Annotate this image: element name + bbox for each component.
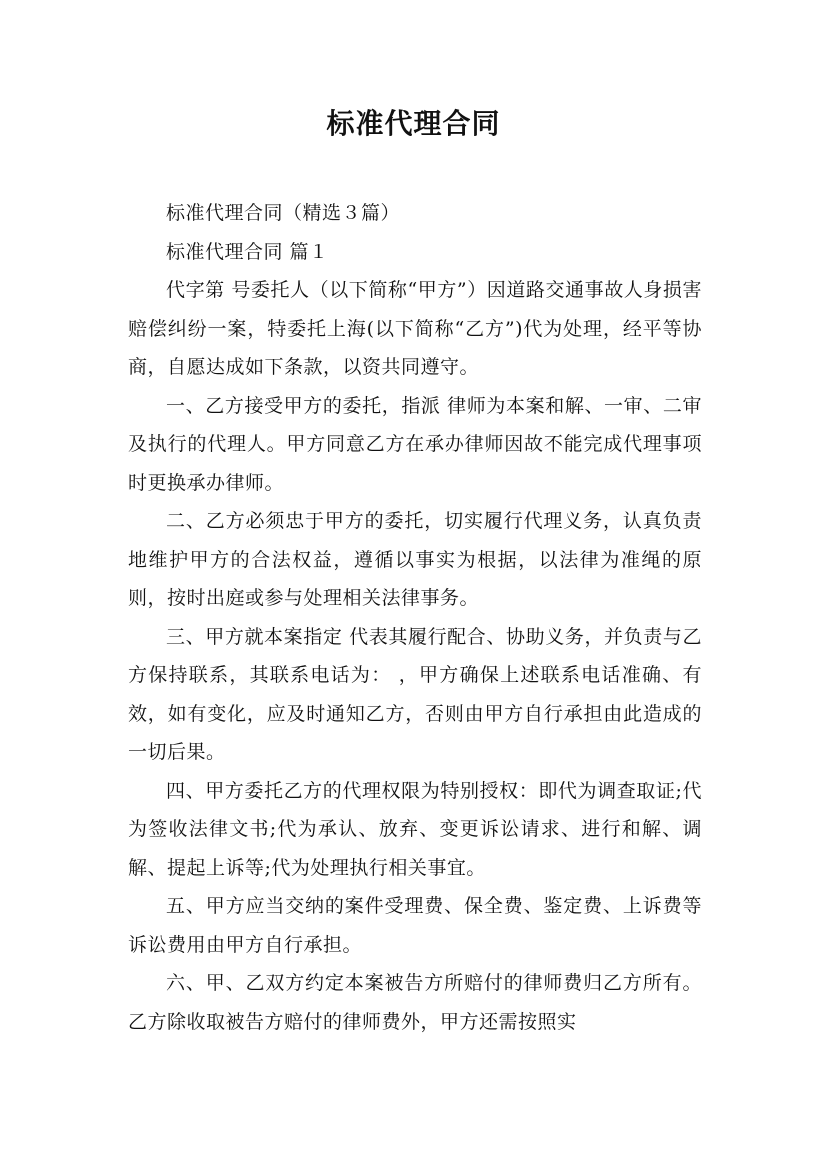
paragraph-clause-1: 一、乙方接受甲方的委托，指派 律师为本案和解、一审、二审及执行的代理人。甲方同意乙方在承办律师因故不能完成代理事项时更换承办律师。 — [128, 394, 702, 494]
paragraph-clause-3: 三、甲方就本案指定 代表其履行配合、协助义务，并负责与乙方保持联系，其联系电话为： ，甲方确保上述联系电话准确、有效，如有变化，应及时通知乙方，否则由甲方自行承担由此造成的一切后果。 — [128, 625, 702, 763]
document-body — [128, 194, 702, 1041]
paragraph-clause-4: 四、甲方委托乙方的代理权限为特别授权：即代为调查取证;代为签收法律文书;代为承认、放弃、变更诉讼请求、进行和解、调解、提起上诉等;代为处理执行相关事宜。 — [128, 779, 702, 879]
paragraph-clause-2: 二、乙方必须忠于甲方的委托，切实履行代理义务，认真负责地维护甲方的合法权益，遵循以事实为根据，以法律为准绳的原则，按时出庭或参与处理相关法律事务。 — [128, 510, 702, 609]
paragraph-intro: 代字第 号委托人（以下简称“甲方”）因道路交通事故人身损害赔偿纠纷一案，特委托上海(以下简称“乙方”)代为处理，经平等协商，自愿达成如下条款，以资共同遵守。 — [128, 279, 702, 378]
document-title: 标准代理合同 — [326, 107, 501, 140]
paragraph-subtitle: 标准代理合同（精选３篇） — [166, 202, 401, 224]
paragraph-section-heading: 标准代理合同 篇１ — [166, 240, 329, 263]
paragraph-clause-6: 六、甲、乙双方约定本案被告方所赔付的律师费归乙方所有。乙方除收取被告方赔付的律师费外，甲方还需按照实 — [128, 972, 702, 1033]
paragraph-clause-5: 五、甲方应当交纳的案件受理费、保全费、鉴定费、上诉费等诉讼费用由甲方自行承担。 — [128, 895, 702, 956]
